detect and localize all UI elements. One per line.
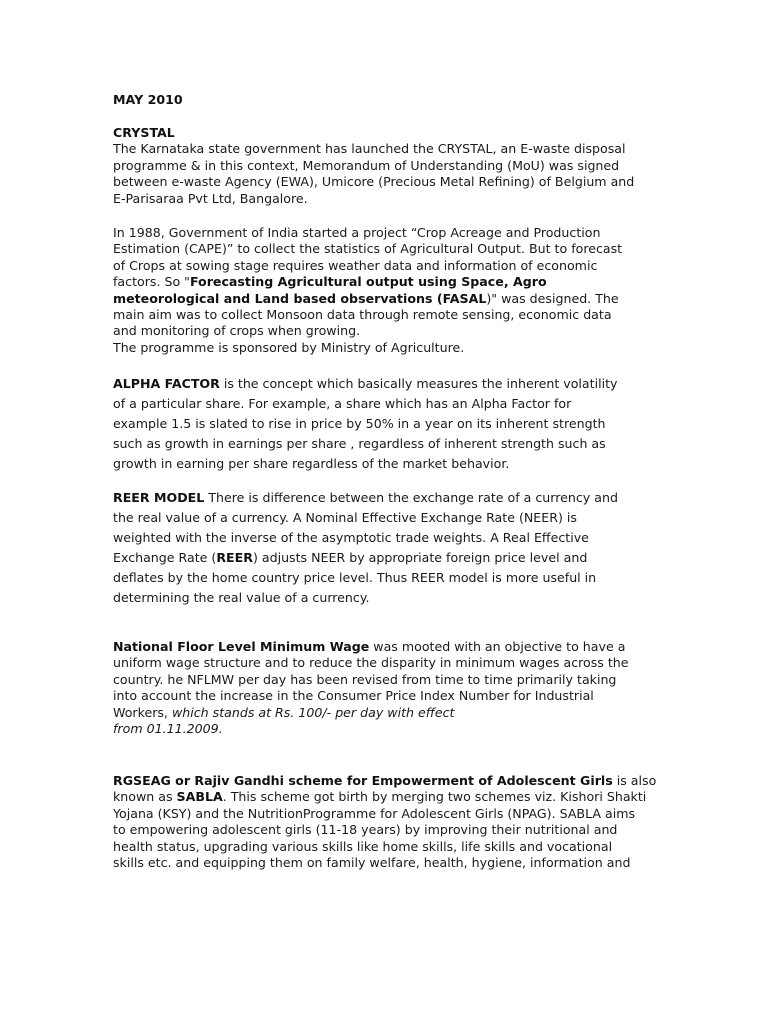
crystal-line-3: between e-waste Agency (EWA), Umicore (Precious Metal Refining) of Belgium and <box>113 174 635 190</box>
reer-term: REER MODEL <box>113 490 205 505</box>
sabla-line-2-text: known as <box>113 789 177 805</box>
nflmw-rate: which stands at Rs. 100/- per day with effect <box>171 704 455 720</box>
nflmw-line-1 <box>113 639 653 655</box>
alpha-line-1-text: is the concept which basically measures the inherent volatility <box>219 376 618 391</box>
alpha-term: ALPHA FACTOR <box>113 376 220 391</box>
nflmw-term: National Floor Level Minimum Wage <box>113 639 370 654</box>
nflmw-line-1-text: was mooted with an objective to have a <box>369 639 626 654</box>
rgseag-term: RGSEAG or Rajiv Gandhi scheme for Empowerment of Adolescent Girls <box>113 773 613 788</box>
cape-line-3: of Crops at sowing stage requires weather data and information of economic <box>113 257 598 273</box>
cape-line-7: and monitoring of crops when growing. <box>113 323 361 339</box>
cape-section <box>113 225 653 356</box>
nflmw-line-4: into account the increase in the Consumer Price Index Number for Industrial <box>113 688 594 704</box>
crystal-line-2: programme & in this context, Memorandum of Understanding (MoU) was signed <box>113 157 620 173</box>
nflmw-line-5 <box>113 705 653 721</box>
sabla-term: SABLA <box>176 789 223 805</box>
nflmw-line-2: uniform wage structure and to reduce the disparity in minimum wages across the <box>113 655 629 671</box>
alpha-line-3: example 1.5 is slated to rise in price by 50% in a year on its inherent strength <box>113 416 606 431</box>
crystal-title: CRYSTAL <box>113 125 175 140</box>
sabla-section <box>113 773 657 871</box>
reer-line-4-text: Exchange Rate ( <box>113 550 217 565</box>
cape-line-6: main aim was to collect Monsoon data through remote sensing, economic data <box>113 307 612 323</box>
reer-model-section <box>113 488 653 608</box>
crystal-line-1: The Karnataka state government has launched the CRYSTAL, an E-waste disposal <box>113 141 626 157</box>
fasal-term-cont: meteorological and Land based observations (FASAL <box>113 290 487 306</box>
page-heading <box>113 92 653 108</box>
date-heading: MAY 2010 <box>113 92 183 107</box>
alpha-line-1 <box>113 374 653 394</box>
reer-line-3: weighted with the inverse of the asymptotic trade weights. A Real Effective <box>113 530 589 545</box>
crystal-line-4: E-Parisaraa Pvt Ltd, Bangalore. <box>113 190 308 206</box>
cape-line-4 <box>113 274 653 290</box>
sabla-line-6: skills etc. and equipping them on family welfare, health, hygiene, information and <box>113 855 631 871</box>
sabla-line-2-rest: . This scheme got birth by merging two schemes viz. Kishori Shakti <box>222 789 647 805</box>
reer-line-1-text: There is difference between the exchange rate of a currency and <box>204 490 618 505</box>
reer-line-2: the real value of a currency. A Nominal Effective Exchange Rate (NEER) is <box>113 510 577 525</box>
cape-line-8: The programme is sponsored by Ministry of Agriculture. <box>113 339 465 355</box>
cape-line-5 <box>113 291 653 307</box>
alpha-line-2: of a particular share. For example, a share which has an Alpha Factor for <box>113 396 572 411</box>
nflmw-line-3: country. he NFLMW per day has been revised from time to time primarily taking <box>113 671 617 687</box>
alpha-factor-section <box>113 374 653 474</box>
sabla-line-2 <box>113 789 653 805</box>
reer-line-1 <box>113 488 653 508</box>
cape-line-4-text: factors. So " <box>113 274 190 290</box>
reer-abbrev: REER <box>216 550 253 565</box>
sabla-line-3: Yojana (KSY) and the NutritionProgramme for Adolescent Girls (NPAG). SABLA aims <box>113 805 636 821</box>
fasal-term: Forecasting Agricultural output using Space, Agro <box>189 274 547 290</box>
sabla-line-4: to empowering adolescent girls (11-18 years) by improving their nutritional and <box>113 822 618 838</box>
alpha-line-4: such as growth in earnings per share , regardless of inherent strength such as <box>113 436 606 451</box>
alpha-line-5: growth in earning per share regardless of the market behavior. <box>113 456 510 471</box>
nflmw-line-5-text: Workers, <box>113 704 172 720</box>
nflmw-effective-date: from 01.11.2009. <box>113 721 223 737</box>
reer-line-6: determining the real value of a currency. <box>113 590 370 605</box>
sabla-line-1-text: is also <box>612 773 657 788</box>
sabla-line-1 <box>113 773 657 789</box>
nflmw-section <box>113 639 653 737</box>
cape-line-1: In 1988, Government of India started a project “Crop Acreage and Production <box>113 225 601 240</box>
reer-line-4-rest: ) adjusts NEER by appropriate foreign price level and <box>252 550 588 565</box>
sabla-line-5: health status, upgrading various skills like home skills, life skills and vocational <box>113 838 613 854</box>
reer-line-5: deflates by the home country price level. Thus REER model is more useful in <box>113 570 597 585</box>
crystal-section <box>113 125 653 207</box>
cape-line-5-text: )" was designed. The <box>486 290 619 306</box>
reer-line-4 <box>113 548 653 568</box>
cape-line-2: Estimation (CAPE)” to collect the statistics of Agricultural Output. But to forecast <box>113 241 623 257</box>
